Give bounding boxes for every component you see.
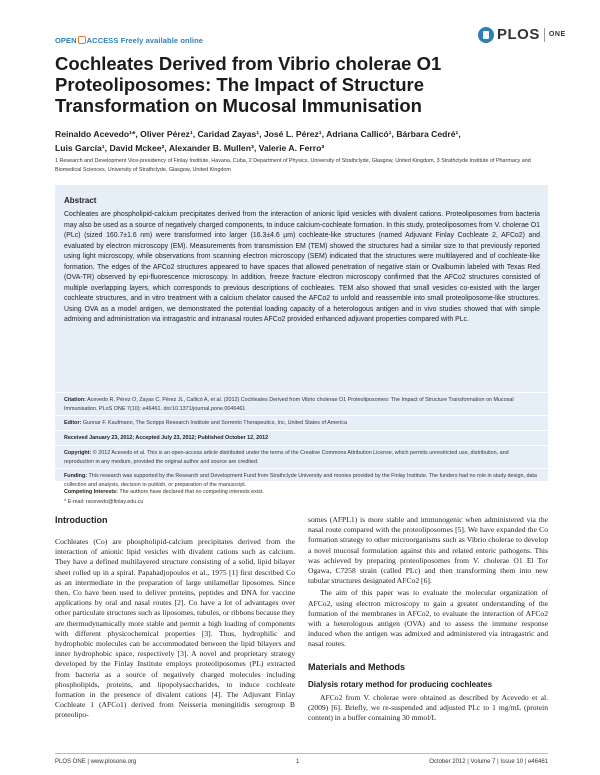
plos-mark-icon	[478, 27, 494, 43]
email[interactable]: * E-mail: racevedo@finlay.edu.cu	[64, 499, 144, 505]
footer-journal-url[interactable]: PLOS ONE | www.plosone.org	[55, 759, 137, 765]
introduction-heading: Introduction	[55, 515, 108, 525]
divider	[55, 445, 548, 446]
competing-interests: Competing Interests: The authors have declared that no competing interests exist.	[64, 489, 264, 495]
right-paragraph-2: The aim of this paper was to evaluate the molecular organization of AFCo2, using electron microscopy to gain a greater understanding of the formation of the membranes in AFCo2, to evaluate the interaction of AFCo2 with a heterologous antigen (OVA) and to assess the immune response induced when the antigen was admixed and administered via intragastric and nasal routes.	[308, 588, 548, 649]
authors-line-1: Reinaldo Acevedo¹*, Oliver Pérez¹, Caridad Zayas¹, José L. Pérez¹, Adriana Callicó¹, Bárbara Cedré¹,	[55, 129, 461, 139]
plos-one-logo[interactable]	[478, 26, 566, 43]
divider	[55, 415, 548, 416]
methods-paragraph: AFCo2 from V. cholerae were obtained as described by Acevedo et al. (2009) [6]. Briefly, we re-suspended and adjusted PLc to 1 mg/mL (protein content) in a buffer containing 30 mmol/L	[308, 692, 548, 723]
affiliations: 1 Research and Development Vice-presidency of Finlay Institute, Havana, Cuba, 2 Department of Physics, University of Strathclyde, Glasgow, United Kingdom, 3 Strathclyde Institute of Pharmacy and Biomedical Sciences, University of Strathclyde, Glasgow, United Kingdom	[55, 158, 531, 173]
right-paragraph-1: somes (AFPL1) is more stable and immunogenic when administered via the nasal route compared with the proteoliposomes [5]. We have expanded the Co formation strategy to other microorganisms such as Vibrio cholerae to develop a novel mucosal formulation against this and related enteric pathogens. This was achieved by preparing proteoliposomes from V. cholerae O1 El Tor Ogawa, C7258 strain (called PLc) and then transforming them into new tubular structures designated AFCo2 [6].	[308, 515, 548, 586]
footer-issue-info: October 2012 | Volume 7 | Issue 10 | e46461	[429, 759, 548, 765]
intro-paragraph: Cochleates (Co) are phospholipid-calcium precipitates derived from the interaction of anionic lipid vesicles with divalent cations such as calcium. They have a defined multilayered structure consisting of a solid, lipid bilayer sheet rolled up in a spiral. Papahadjopoulos et al., 1975 [1] first described Co as an intermediate in the preparation of large unilamellar liposomes. Since then, Co have been used to deliver proteins, peptides and DNA for vaccine applications by oral and nasal routes [2]. Co have a lot of advantages over other particulate structures such as liposomes, tubules, or ribbons because they are thermodynamically more stable and permit a high loading of components with different physicochemical properties [3]. Thus, hydrophilic and hydrophobic molecules can be accommodated between the lipid bilayers and inner hydrophobic space, respectively [3]. A novel and proprietary strategy developed by the Finlay Institute employs proteoliposomes (PL) extracted from bacteria as a source of negatively charged molecules including phospholipids, proteins, and lipopolysaccharides, to induce cochleate formation in the presence of divalent cations [4]. The Adjuvant Finlay Cochleate 1 (AFCo1) derived from Neisseria meningitidis serogroup B proteolipo-	[55, 537, 295, 720]
journal-header	[0, 0, 600, 56]
left-column	[55, 515, 295, 721]
citation: Citation: Acevedo R, Pérez O, Zayas C, Pérez JL, Callicó A, et al. (2012) Cochleates Derived from Vibrio cholerae O1 Proteoliposomes: The Impact of Structure Transformation on Mucosal Immunisation. PLoS ONE 7(10): e46461. doi:10.1371/journal.pone.0046461	[64, 397, 514, 412]
footer-divider	[55, 753, 548, 754]
methods-heading: Materials and Methods	[308, 661, 406, 672]
logo-word: PLOS	[497, 26, 540, 43]
divider	[55, 430, 548, 431]
open-lock-icon	[78, 36, 86, 44]
copyright: Copyright: © 2012 Acevedo et al. This is an open-access article distributed under the terms of the Creative Commons Attribution License, which permits unrestricted use, distribution, and reproduction in any medium, provided the original author and source are credited.	[64, 450, 509, 465]
methods-subheading: Dialysis rotary method for producing cochleates	[308, 679, 493, 689]
authors-line-2: Luis García¹, David Mckee², Alexander B. Mullen³, Valerie A. Ferro³	[55, 143, 325, 153]
logo-journal: ONE	[548, 31, 566, 38]
divider	[55, 392, 548, 393]
logo-divider	[544, 28, 545, 42]
article-title: Cochleates Derived from Vibrio cholerae O1 Proteoliposomes: The Impact of Structure Transformation on Mucosal Immunisation	[55, 53, 442, 116]
dates: Received January 23, 2012; Accepted July 23, 2012; Published October 12, 2012	[64, 435, 269, 441]
open-access-label: OPEN ACCESS Freely available online	[55, 36, 204, 45]
editor: Editor: Gunnar F. Kaufmann, The Scripps Research Institute and Sorrento Therapeutics, Inc, United States of America	[64, 420, 347, 426]
funding: Funding: This research was supported by the Research and Development Fund from Strathclyde University and monies provided by the Finlay Institute. The funders had no role in study design, data collection and analysis, decision to publish, or preparation of the manuscript.	[64, 473, 537, 488]
right-column	[308, 515, 548, 723]
abstract-heading: Abstract	[64, 196, 97, 205]
divider	[55, 468, 548, 469]
page-number: 1	[296, 759, 300, 765]
abstract-text: Cochleates are phospholipid-calcium precipitates derived from the interaction of anionic lipid vesicles with divalent cations. Proteoliposomes from bacteria may also be used as a source of negatively charged components, to induce calcium-cochleate formation. In this study, proteoliposomes from V. cholerae O1 (PLc) (sized 160.7±1.6 nm) were transformed into larger (16.3±4.6 µm) cochleate-like structures (named Adjuvant Finlay Cochleate 2, AFCo2) and evaluated by electron microscopy (EM). Measurements from transmission EM (TEM) showed the structures had a similar size to that previously reported using light microscopy, while observations from scanning electron microscopy (SEM) indicated that the structures were multilayered and of cochleate-like formation. The edges of the AFCo2 structures appeared to have spaces that allowed penetration of negative stain or Ovalbumin labeled with Texas Red (OVA-TR) observed by epi-fluorescence microscopy. In addition, freeze fracture electron microscopy confirmed that the AFCo2 structures consisted of multiple overlapping layers, which corresponds to previous descriptions of cochleates. TEM also showed that small vesicles co-existed with the larger cochleate structures, and in vitro treatment with a calcium chelator caused the AFCo2 to unfold and reassemble into small proteoliposome-like structures. Using OVA as a model antigen, we demonstrated the potential loading capacity of a heterologous antigen and in vivo studies showed that with simple admixing and administration via intragastric and intranasal routes AFCo2 provided enhanced adjuvant properties compared with PLc.	[64, 211, 540, 323]
abstract-box	[55, 185, 548, 488]
author-list	[55, 127, 545, 155]
